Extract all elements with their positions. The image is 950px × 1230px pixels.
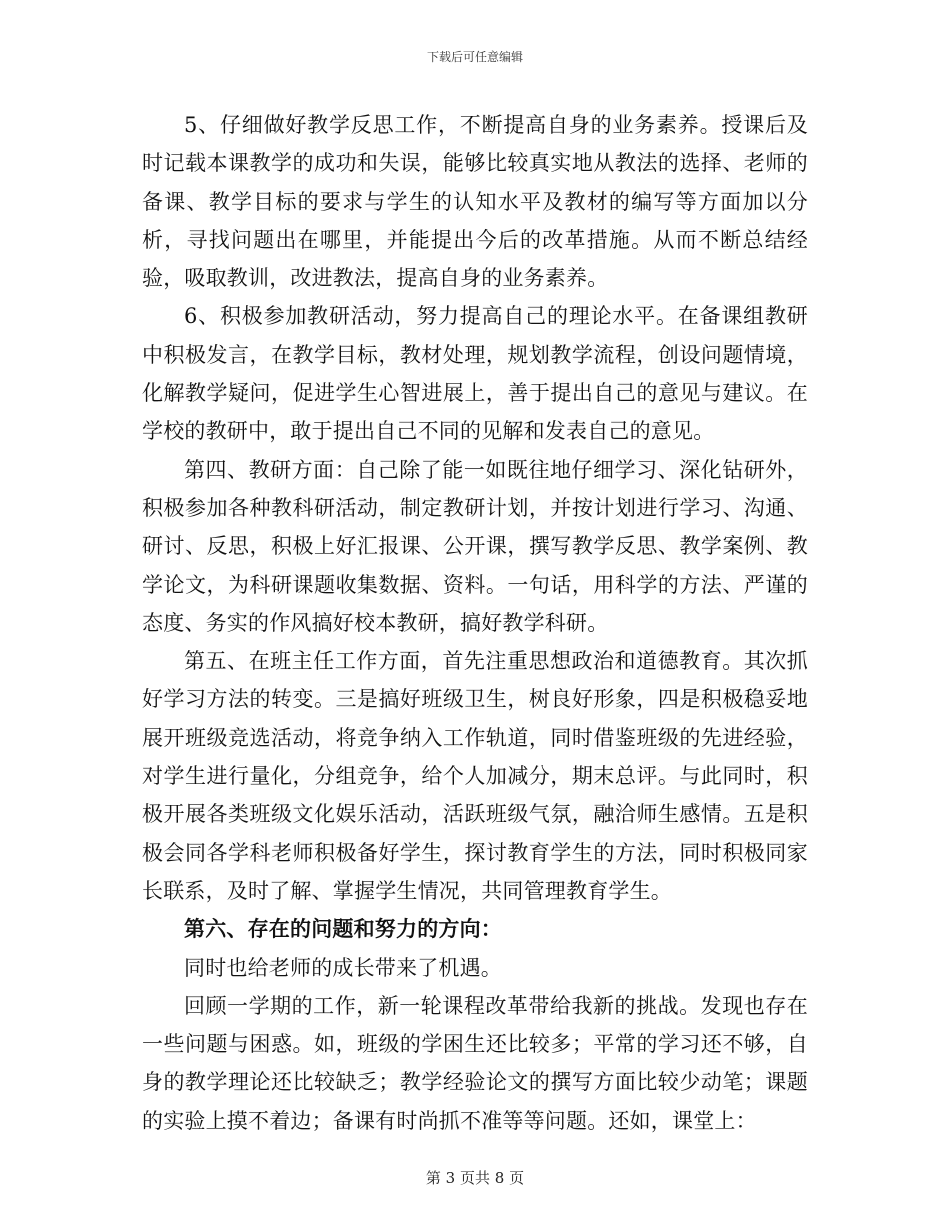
section-heading-problems: 第六、存在的问题和努力的方向： [184, 916, 502, 942]
paragraph-research-activity: 6、积极参加教研活动，努力提高自己的理论水平。在备课组教研中积极发言，在教学目标，教材处理，规划教学流程，创设问题情境，化解教学疑问，促进学生心智进展上，善于提出自己的意见与建议。在学校的教研中，敢于提出自己不同的见解和发表自己的意见。 [142, 304, 808, 444]
paragraph-review: 回顾一学期的工作，新一轮课程改革带给我新的挑战。发现也存在一些问题与困惑。如，班级的学困生还比较多；平常的学习还不够，自身的教学理论还比较缺乏；教学经验论文的撰写方面比较少动笔；课题的实验上摸不着边；备课有时尚抓不准等等问题。还如，课堂上： [142, 993, 808, 1133]
document-body [142, 106, 808, 1140]
page-number-footer: 第 3 页共 8 页 [425, 1169, 525, 1187]
page-header: 下载后可任意编辑 [426, 50, 523, 64]
paragraph-teaching-research: 第四、教研方面：自己除了能一如既往地仔细学习、深化钻研外，积极参加各种教科研活动，制定教研计划，并按计划进行学习、沟通、研讨、反思，积极上好汇报课、公开课，撰写教学反思、教学案例、教学论文，为科研课题收集数据、资料。一句话，用科学的方法、严谨的态度、务实的作风搞好校本教研，搞好教学科研。 [142, 457, 808, 635]
paragraph-reflection: 5、仔细做好教学反思工作，不断提高自身的业务素养。授课后及时记载本课教学的成功和失误，能够比较真实地从教法的选择、老师的备课、教学目标的要求与学生的认知水平及教材的编写等方面加以分析，寻找问题出在哪里，并能提出今后的改革措施。从而不断总结经验，吸取教训，改进教法，提高自身的业务素养。 [142, 113, 808, 291]
paragraph-opportunity: 同时也给老师的成长带来了机遇。 [184, 955, 502, 980]
paragraph-class-teacher: 第五、在班主任工作方面，首先注重思想政治和道德教育。其次抓好学习方法的转变。三是搞好班级卫生，树良好形象，四是积极稳妥地展开班级竞选活动，将竞争纳入工作轨道，同时借鉴班级的先进经验，对学生进行量化，分组竞争，给个人加减分，期末总评。与此同时，积极开展各类班级文化娱乐活动，活跃班级气氛，融洽师生感情。五是积极会同各学科老师积极备好学生，探讨教育学生的方法，同时积极同家长联系，及时了解、掌握学生情况，共同管理教育学生。 [142, 649, 808, 903]
